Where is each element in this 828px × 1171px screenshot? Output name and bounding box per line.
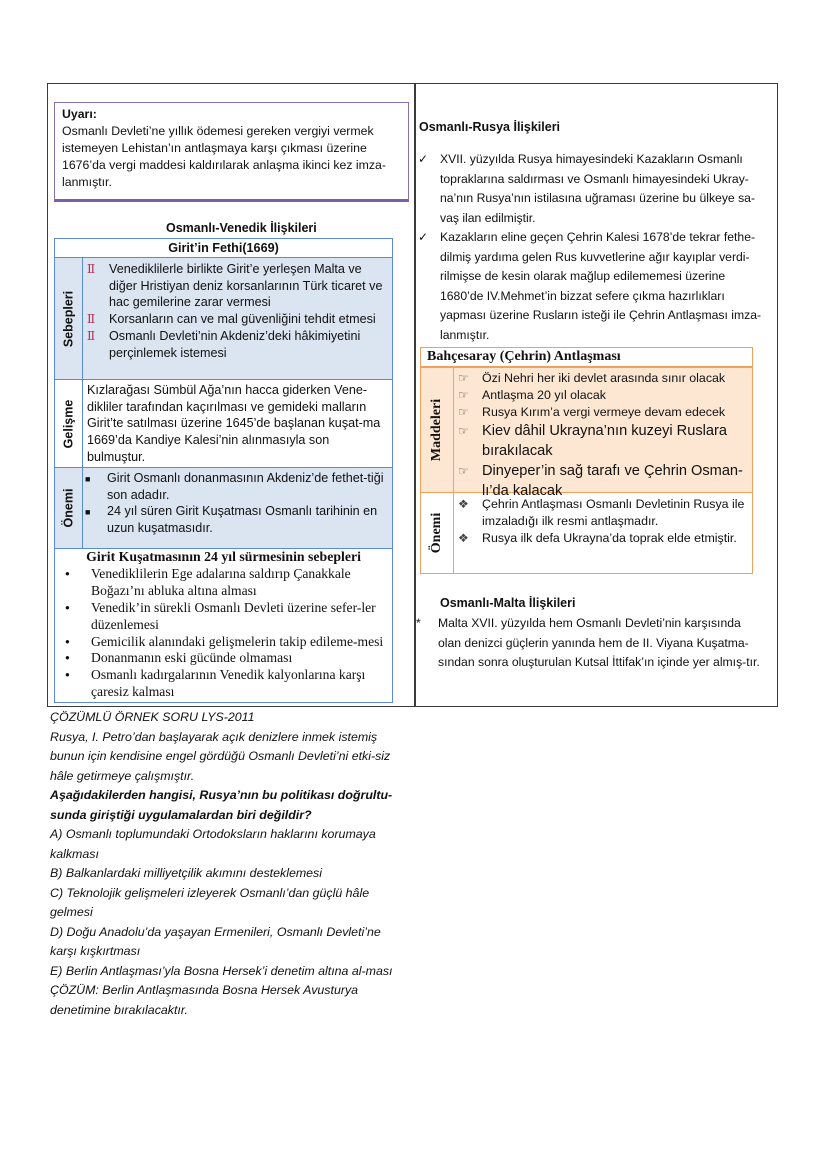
malta-section-title: Osmanlı-Malta İlişkileri — [440, 596, 576, 610]
option-e: E) Berlin Antlaşması’yla Bosna Hersek’i denetim altına al-ması — [50, 963, 393, 978]
list-item: ✓ XVII. yüzyılda Rusya himayesindeki Kazakların Osmanlı topraklarına saldırması ve Osmanlı himayesindeki Ukray-na’nın Rusya’nın istilasına uğraması üzerine bu ülkeye sa-vaş ilan edilmiştir. — [418, 150, 770, 228]
list-item: ■ Girit Osmanlı donanmasının Akdeniz’de fethet-tiği son adadır. — [85, 471, 384, 502]
list-item: ■ 24 yıl süren Girit Kuşatması Osmanlı tarihinin en uzun kuşatmasıdır. — [85, 504, 378, 536]
warning-title: Uyarı: — [62, 107, 97, 121]
list-item: ☞ Dinyeper’in sağ tarafı ve Çehrin Osman-lı’da kalacak — [458, 463, 743, 499]
dot-bullet-icon: ● — [65, 602, 70, 612]
diamond-bullet-icon: ❖ — [458, 531, 469, 545]
dot-bullet-icon: ● — [65, 670, 70, 680]
dot-bullet-icon: ● — [65, 568, 70, 578]
onemi-row — [55, 468, 392, 549]
kusatma-section — [55, 549, 392, 702]
dot-bullet-icon: ● — [65, 653, 70, 663]
hand-bullet-icon: ☞ — [458, 405, 469, 419]
rusya-section-title: Osmanlı-Rusya İlişkileri — [419, 120, 561, 134]
option-c: C) Teknolojik gelişmeleri izleyerek Osmanlı’dan güçlü hâle gelmesi — [50, 885, 370, 919]
roman-numeral-bullet-icon: Ⅱ — [87, 262, 96, 276]
treaty-onemi-label: Önemi — [429, 512, 444, 554]
option-b: B) Balkanlardaki milliyetçilik akımını desteklemesi — [50, 866, 322, 880]
rusya-list — [418, 150, 770, 345]
list-item: ● Venediklilerin Ege adalarına saldırıp Çanakkale Boğazı’nı abluka altına alması — [61, 566, 386, 600]
option-d: D) Doğu Anadolu’da yaşayan Ermenileri, Osmanlı Devleti’ne karşı kışkırtması — [50, 924, 381, 958]
diamond-bullet-icon: ❖ — [458, 497, 469, 511]
kusatma-title: Girit Kuşatmasının 24 yıl sürmesinin sebepleri — [86, 549, 361, 564]
bahcesaray-table — [420, 347, 753, 574]
dot-bullet-icon: ● — [65, 636, 70, 646]
onemi-label-cell — [55, 468, 83, 548]
list-item: ● Venedik’in sürekli Osmanlı Devleti üzerine sefer-ler düzenlemesi — [61, 600, 386, 634]
onemi-label: Önemi — [61, 488, 76, 528]
question-solution: ÇÖZÜM: Berlin Antlaşmasında Bosna Hersek Avusturya denetimine bırakılacaktır. — [50, 983, 359, 1017]
warning-text: Osmanlı Devleti’ne yıllık ödemesi gereken vergiyi vermek istemeyen Lehistan’ın antlaşmaya karşı çıkması üzerine 1676’da vergi maddesi kaldırılarak anlaşma ikinci kez imza-lanmıştır. — [62, 124, 386, 189]
list-item: ☞ Antlaşma 20 yıl olacak — [458, 388, 606, 402]
list-item: ✓ Kazakların eline geçen Çehrin Kalesi 1678’de tekrar fethe-dilmiş yardıma gelen Rus kuvvetlerine ağır kayıplar verdi-rilmişse de kesin olarak mağlup edilememesi üzerine 1680’de IV.Mehmet’in bizzat sefere çıkma hazırlıkları yapması üzerine Rusların isteği ile Çehrin Antlaşması imza-lanmıştır. — [418, 228, 770, 345]
question-stem: Rusya, I. Petro’dan başlayarak açık denizlere inmek istemiş bunun için kendisine engel gördüğü Osmanlı Devleti’ni etki-siz hâle getirmeye çalışmıştır. — [50, 729, 391, 783]
treaty-onemi-row — [421, 493, 752, 573]
venedik-section-title: Osmanlı-Venedik İlişkileri — [166, 221, 317, 235]
list-item: ☞ Rusya Kırım’a vergi vermeye devam edecek — [458, 405, 726, 419]
hand-bullet-icon: ☞ — [458, 388, 469, 402]
girit-table-title: Girit’in Fethi(1669) — [55, 239, 392, 258]
gelisme-label-cell — [55, 380, 83, 467]
star-bullet-icon: * — [416, 616, 421, 630]
sebepleri-label-cell — [55, 258, 83, 379]
girit-table — [54, 238, 393, 703]
maddeleri-label: Maddeleri — [429, 398, 444, 462]
list-item: Ⅱ Osmanlı Devleti’nin Akdeniz’deki hâkimiyetini perçinlemek istemesi — [87, 328, 361, 360]
check-bullet-icon: ✓ — [418, 152, 429, 166]
square-bullet-icon: ■ — [85, 507, 91, 518]
question-heading: ÇÖZÜMLÜ ÖRNEK SORU LYS-2011 — [50, 710, 255, 724]
square-bullet-icon: ■ — [85, 474, 91, 484]
question-prompt: Aşağıdakilerden hangisi, Rusya’nın bu politikası doğrultu-sunda giriştiği uygulamalardan biri değildir? — [50, 788, 393, 822]
hand-bullet-icon: ☞ — [458, 424, 469, 438]
gelisme-row — [55, 380, 392, 468]
example-question — [50, 708, 410, 1020]
option-a: A) Osmanlı toplumundaki Ortodoksların haklarını korumaya kalkması — [50, 827, 376, 861]
malta-list — [416, 614, 766, 673]
list-item: Ⅱ Venediklilerle birlikte Girit’e yerleşen Malta ve diğer Hristiyan deniz korsanlarının Türk ticaret ve hac gemilerine zarar vermesi — [87, 262, 383, 310]
gelisme-label: Gelişme — [61, 399, 76, 448]
roman-numeral-bullet-icon: Ⅱ — [87, 312, 96, 327]
list-item: ❖ Çehrin Antlaşması Osmanlı Devletinin Rusya ile imzaladığı ilk resmi antlaşmadır. — [458, 497, 745, 528]
treaty-onemi-label-cell — [421, 493, 454, 573]
roman-numeral-bullet-icon: Ⅱ — [87, 328, 96, 343]
hand-bullet-icon: ☞ — [458, 464, 469, 478]
list-item: Ⅱ Korsanların can ve mal güvenliğini tehdit etmesi — [87, 312, 376, 327]
maddeleri-label-cell — [421, 368, 454, 492]
check-bullet-icon: ✓ — [418, 230, 429, 244]
list-item: ● Gemicilik alanındaki gelişmelerin takip edileme-mesi — [61, 634, 386, 651]
list-item: ☞ Kiev dâhil Ukrayna’nın kuzeyi Ruslara bırakılacak — [458, 423, 727, 459]
sebepleri-row — [55, 258, 392, 380]
list-item: ● Donanmanın eski gücünde olmaması — [61, 650, 386, 667]
gelisme-text: Kızlarağası Sümbül Ağa’nın hacca giderken Vene-dikliler tarafından kaçırılması ve gemideki malların Girit’te satılması üzerine 1645’de başlanan kuşat-ma 1669’da Kandiye Kalesi’nin alınmasıyla son bulmuştur. — [87, 383, 381, 464]
list-item: ❖ Rusya ilk defa Ukrayna’da toprak elde etmiştir. — [458, 531, 737, 545]
hand-bullet-icon: ☞ — [458, 371, 469, 385]
maddeleri-row — [421, 368, 752, 499]
bahcesaray-title: Bahçesaray (Çehrin) Antlaşması — [421, 348, 752, 368]
warning-box — [54, 102, 409, 202]
list-item: ● Osmanlı kadırgalarının Venedik kalyonlarına karşı çaresiz kalması — [61, 667, 386, 701]
sebepleri-label: Sebepleri — [61, 290, 76, 347]
list-item: * Malta XVII. yüzyılda hem Osmanlı Devleti’nin karşısında olan denizci güçlerin yanında hem de II. Viyana Kuşatma-sından sonra oluşturulan Kutsal İttifak’ın içinde yer almış-tır. — [416, 614, 766, 673]
list-item: ☞ Özi Nehri her iki devlet arasında sınır olacak — [458, 371, 726, 385]
